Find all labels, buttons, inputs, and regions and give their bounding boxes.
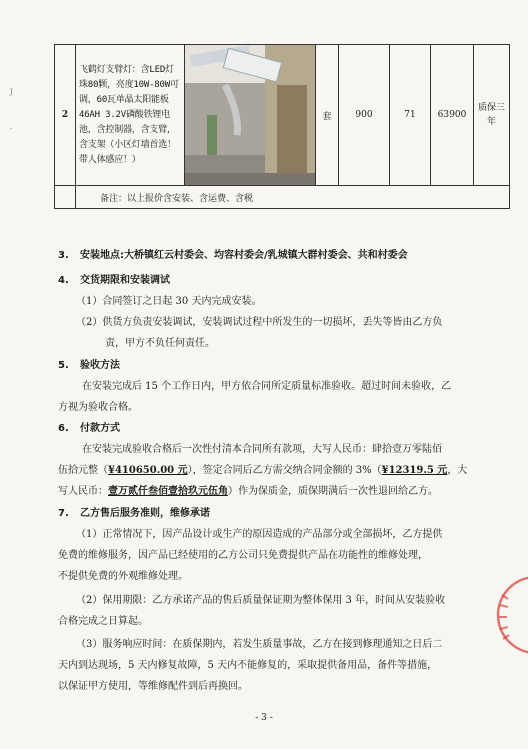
price-table	[54, 44, 510, 209]
product-description: 飞鹤灯支臂灯：含LED灯珠80颗，亮度10W-80W可调，60瓦单晶太阳能板46AH 3.2V磷酸铁锂电池，含控制器，含支臂，含支架（小区灯墙首选！带人体感应！）	[76, 45, 185, 186]
price-cell: 900	[339, 45, 390, 186]
margin-mark: -	[10, 125, 13, 133]
section-5-heading: 5. 验收方法	[58, 360, 120, 371]
section-5-text-cont: 方视为验收合格。	[58, 402, 138, 413]
section-6-heading: 6. 付款方式	[58, 423, 120, 434]
section-7-heading: 7. 乙方售后服务准则，维修承诺	[58, 508, 210, 519]
product-photo	[185, 45, 316, 186]
total-cell: 63900	[431, 45, 474, 186]
row-index: 2	[55, 45, 76, 186]
table-remark: 备注：以上报价含安装、含运费、含税	[76, 186, 510, 209]
section-6-amount-line: 伍拾元整（¥410650.00 元），签定合同后乙方需交纳合同金额的 3%（¥12319.5 元，大	[58, 465, 468, 476]
lamp-photo	[185, 45, 315, 185]
section-4-item-2-cont: 责，甲方不负任何责任。	[105, 338, 215, 349]
section-3: 3. 安装地点:大桥镇红云村委会、均容村委会/乳城镇大群村委会、共和村委会	[58, 250, 408, 261]
unit-cell: 套	[316, 45, 339, 186]
deposit-amount: ¥12319.5 元	[381, 465, 448, 476]
section-6-deposit-line: 写人民币：壹万贰仟叁佰壹拾玖元伍角）作为保质金，质保期满后一次性退回给乙方。	[58, 486, 438, 497]
section-7-item-2: （2）保用期限：乙方承诺产品的售后质量保证期为整体保用 3 年，时间从安装验收	[76, 595, 446, 606]
section-4-item-1: （1）合同签订之日起 30 天内完成安装。	[76, 296, 262, 307]
section-4-item-2: （2）供货方负责安装调试，安装调试过程中所发生的一切损坏，丢失等皆由乙方负	[76, 317, 443, 328]
section-7-item-3-cont: 天内到达现场，5 天内修复故障，5 天内不能修复的，采取提供备用品，备件等措施，	[58, 660, 438, 671]
install-location: 安装地点:大桥镇红云村委会、均容村委会/乳城镇大群村委会、共和村委会	[80, 250, 408, 261]
contract-amount: ¥410650.00 元	[108, 465, 188, 476]
section-4-heading: 4. 交货期限和安装调试	[58, 275, 170, 286]
section-7-item-1: （1）正常情况下，因产品设计或生产的原因造成的产品部分或全部损坏，乙方提供	[76, 529, 443, 540]
section-5-text: 在安装完成后 15 个工作日内，甲方依合同所定质量标准验收。超过时间未验收，乙	[82, 381, 452, 392]
section-7-item-1-cont: 免费的维修服务，因产品已经使用的乙方公司只免费提供产品在功能性的维修处理，	[58, 550, 428, 561]
table-row	[55, 45, 510, 186]
table-row	[55, 186, 510, 209]
margin-mark: J	[10, 88, 13, 96]
quantity-cell: 71	[390, 45, 431, 186]
section-7-item-2-cont: 合格完成之日算起。	[58, 616, 148, 627]
company-seal	[488, 575, 528, 655]
deposit-words: 壹万贰仟叁佰壹拾玖元伍角	[108, 486, 228, 497]
section-7-item-1-cont2: 不提供免费的外观维修处理。	[58, 571, 188, 582]
section-6-text: 在安装完成验收合格后一次性付清本合同所有款项，大写人民币：肆拾壹万零陆佰	[82, 444, 442, 455]
page-number: - 3 -	[255, 713, 273, 723]
section-7-item-3-cont2: 以保证甲方使用，等维修配件到后再换回。	[58, 681, 248, 692]
warranty-note: 质保三年	[474, 45, 510, 186]
section-7-item-3: （3）服务响应时间：在质保期内，若发生质量事故，乙方在接到修理通知之日后二	[76, 639, 443, 650]
